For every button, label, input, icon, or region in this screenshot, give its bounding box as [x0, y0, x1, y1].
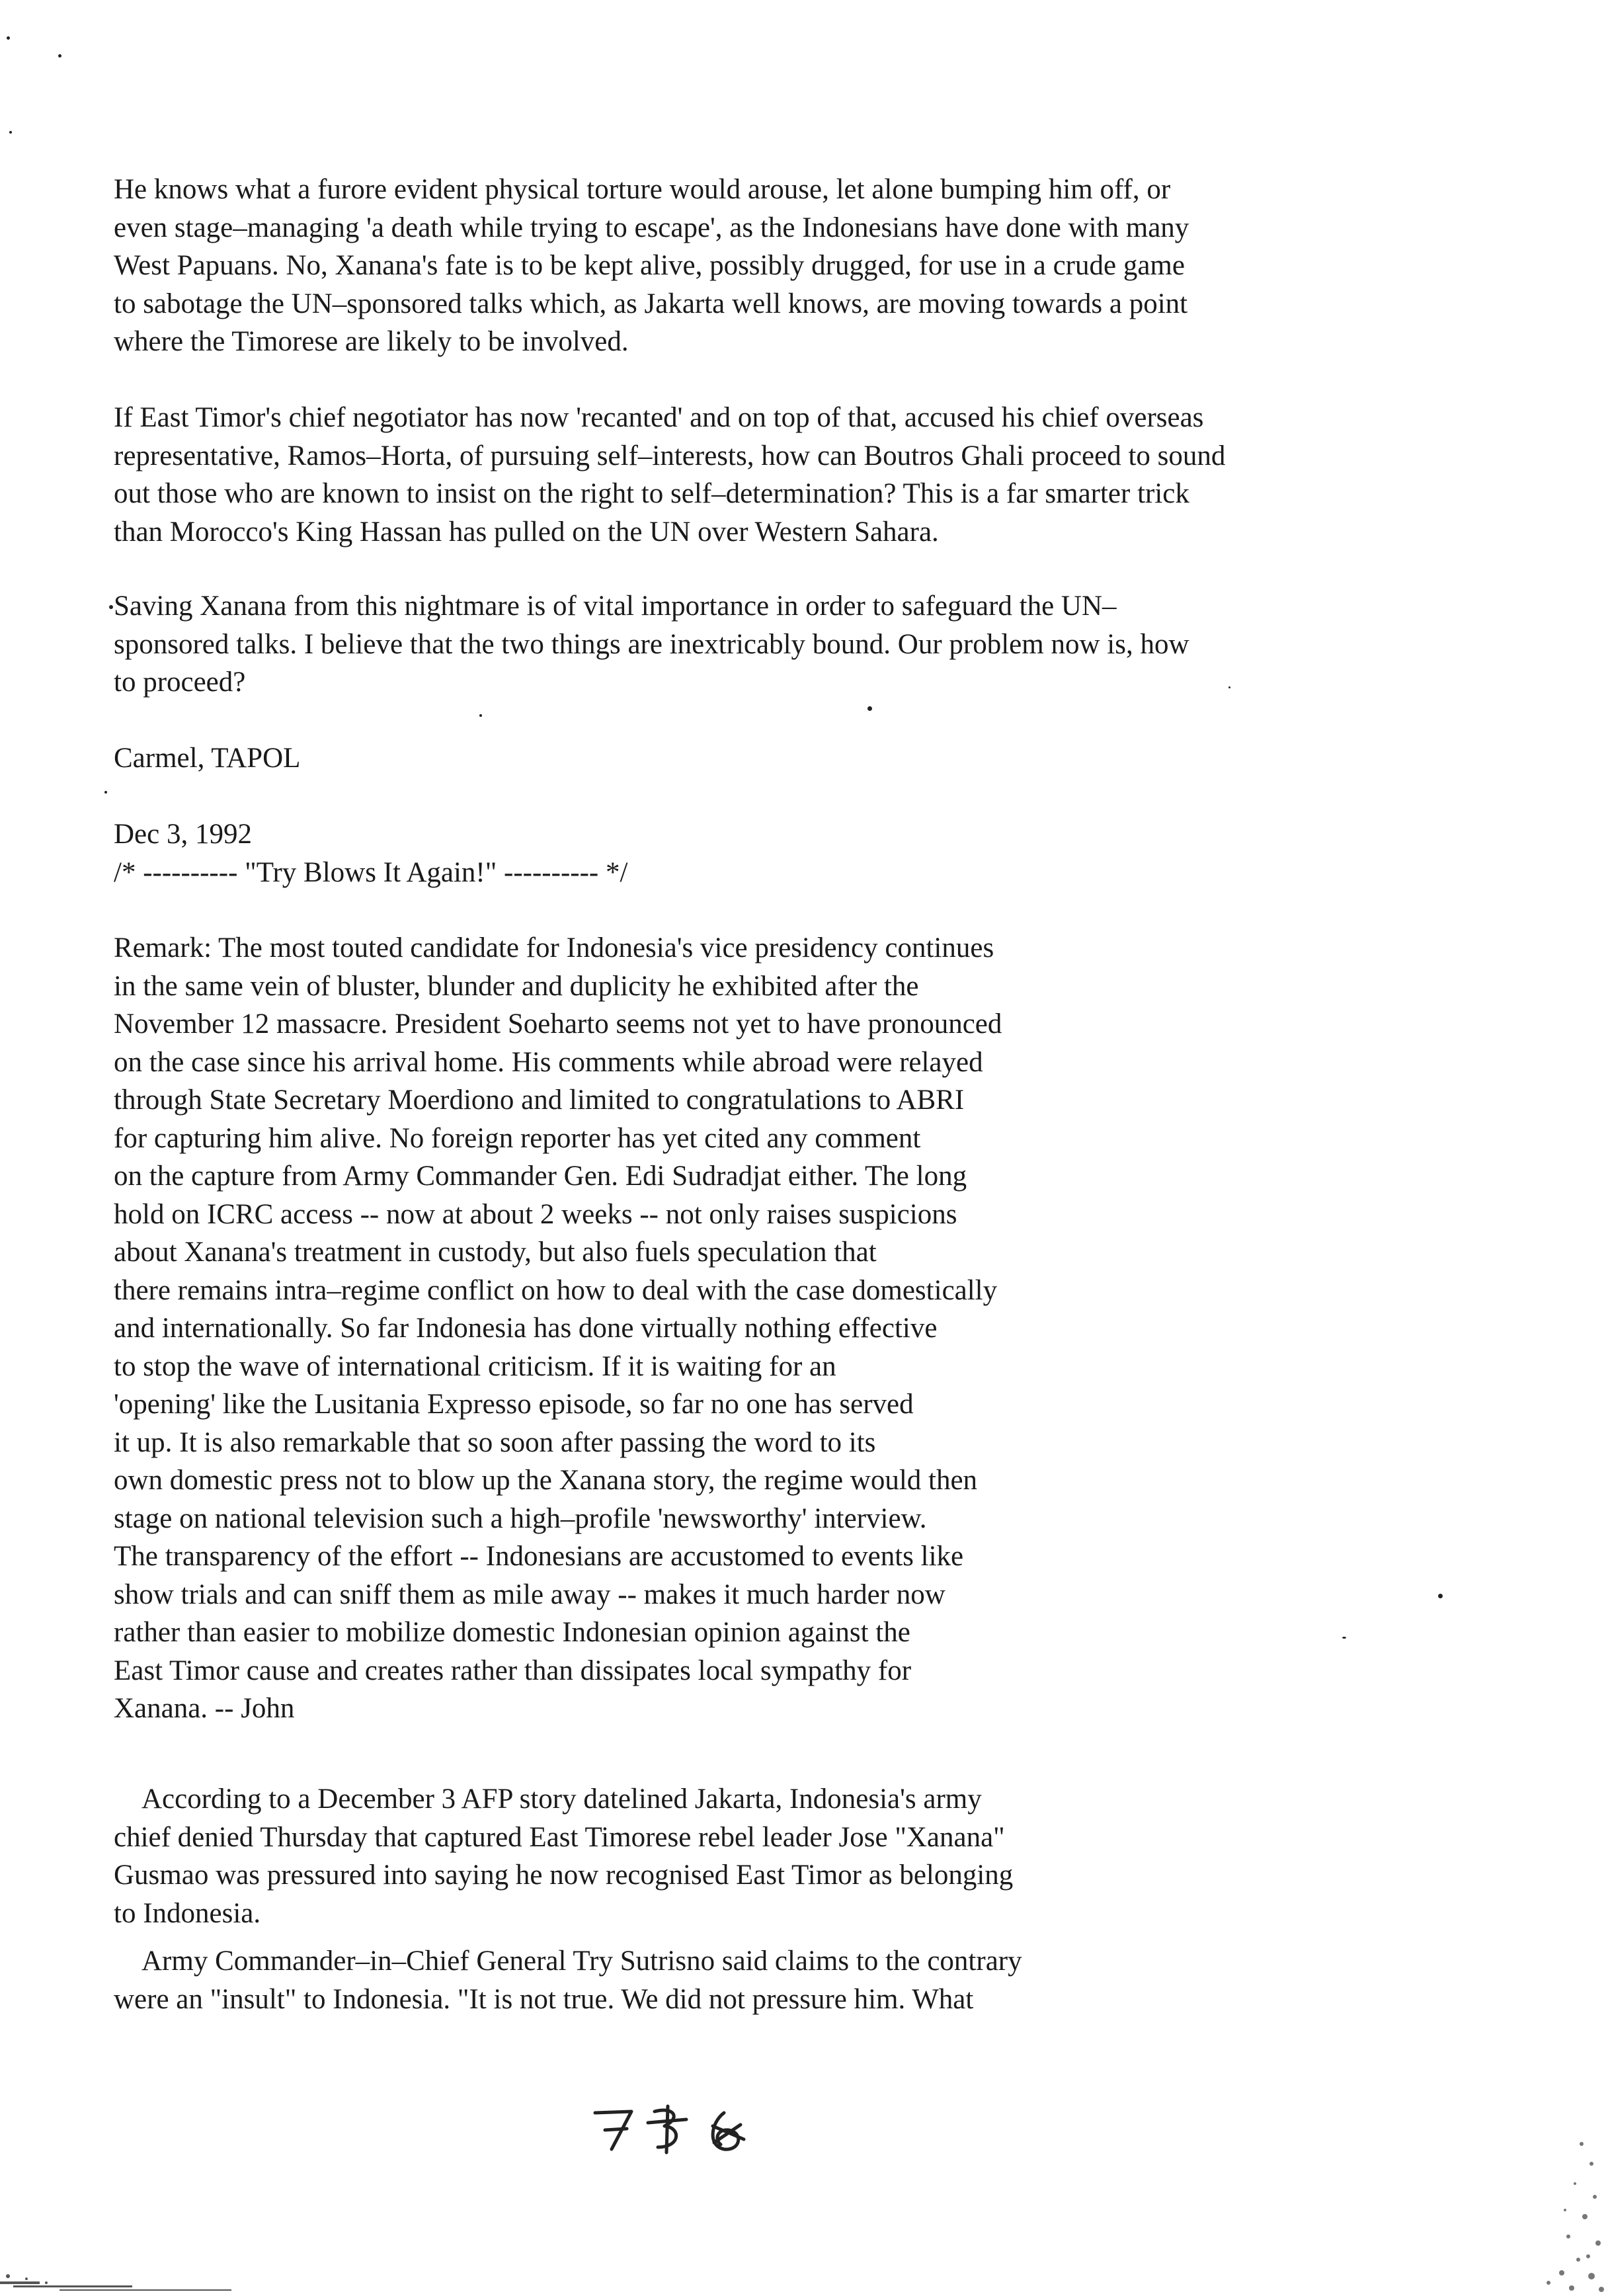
- text-line: through State Secretary Moerdiono and limited to congratulations to ABRI: [114, 1085, 965, 1116]
- scan-speck: [109, 605, 113, 609]
- text-line: for capturing him alive. No foreign reporter has yet cited any comment: [114, 1122, 921, 1154]
- text-line: in the same vein of bluster, blunder and duplicity he exhibited after the: [114, 970, 919, 1002]
- text-line: sponsored talks. I believe that the two things are inextricably bound. Our problem now is, how: [114, 628, 1189, 660]
- handwritten-page-mark: [582, 2086, 780, 2166]
- text-line: and internationally. So far Indonesia has done virtually nothing effective: [114, 1313, 938, 1344]
- paragraph-try-sutrisno: [114, 1942, 1436, 2018]
- text-line: East Timor cause and creates rather than dissipates local sympathy for: [114, 1655, 912, 1686]
- text-line: than Morocco's King Hassan has pulled on the UN over Western Sahara.: [114, 516, 939, 548]
- signoff-text: Carmel, TAPOL: [114, 743, 301, 774]
- paragraph-saving-xanana: [114, 587, 1436, 702]
- text-line: Gusmao was pressured into saying he now recognised East Timor as belonging: [114, 1860, 1014, 1891]
- text-line: West Papuans. No, Xanana's fate is to be kept alive, possibly drugged, for use in a crude game: [114, 250, 1185, 281]
- text-line: rather than easier to mobilize domestic Indonesian opinion against the: [114, 1617, 910, 1648]
- scan-speck: [9, 131, 12, 134]
- text-line: on the capture from Army Commander Gen. Edi Sudradjat either. The long: [114, 1161, 967, 1192]
- text-line: Remark: The most touted candidate for Indonesia's vice presidency continues: [114, 932, 994, 964]
- text-line: Xanana. -- John: [114, 1693, 295, 1724]
- scan-speck: [104, 791, 107, 794]
- scan-speck: [867, 706, 872, 711]
- scan-edge-noise-right: [1502, 2124, 1608, 2296]
- text-line: own domestic press not to blow up the Xanana story, the regime would then: [114, 1465, 978, 1496]
- text-line: to stop the wave of international criticism. If it is waiting for an: [114, 1350, 836, 1382]
- text-line: hold on ICRC access -- now at about 2 weeks -- not only raises suspicions: [114, 1198, 957, 1230]
- text-line: representative, Ramos–Horta, of pursuing self–interests, how can Boutros Ghali proceed to sound: [114, 440, 1226, 472]
- headline-text: /* ---------- "Try Blows It Again!" ---------- */: [114, 856, 628, 888]
- text-line: were an "insult" to Indonesia. "It is not true. We did not pressure him. What: [114, 1983, 974, 2015]
- signoff: [114, 739, 1436, 778]
- text-line: Army Commander–in–Chief General Try Sutrisno said claims to the contrary: [141, 1946, 1022, 1977]
- text-line: 'opening' like the Lusitania Expresso episode, so far no one has served: [114, 1389, 914, 1420]
- scan-edge-noise-left: [0, 2243, 278, 2296]
- text-line: even stage–managing 'a death while trying to escape', as the Indonesians have done with many: [114, 212, 1189, 243]
- text-line: The transparency of the effort -- Indonesians are accustomed to events like: [114, 1541, 964, 1572]
- paragraph-negotiator: [114, 399, 1436, 551]
- text-line: He knows what a furore evident physical torture would arouse, let alone bumping him off, or: [114, 174, 1171, 205]
- scan-speck: [1342, 1637, 1346, 1639]
- text-line: If East Timor's chief negotiator has now 'recanted' and on top of that, accused his chief overseas: [114, 402, 1204, 433]
- text-line: where the Timorese are likely to be involved.: [114, 326, 629, 357]
- text-line: to sabotage the UN–sponsored talks which, as Jakarta well knows, are moving towards a point: [114, 288, 1188, 319]
- text-line: November 12 massacre. President Soeharto seems not yet to have pronounced: [114, 1008, 1002, 1040]
- text-line: According to a December 3 AFP story datelined Jakarta, Indonesia's army: [141, 1784, 982, 1815]
- text-line: there remains intra–regime conflict on how to deal with the case domestically: [114, 1274, 998, 1306]
- text-line: show trials and can sniff them as mile away -- makes it much harder now: [114, 1578, 945, 1610]
- paragraph-afp-story: [114, 1780, 1436, 1932]
- scan-speck: [1228, 686, 1230, 688]
- scan-speck: [1438, 1594, 1443, 1598]
- scan-speck: [479, 714, 482, 717]
- text-line: out those who are known to insist on the right to self–determination? This is a far smarter trick: [114, 478, 1189, 509]
- text-line: to proceed?: [114, 667, 246, 698]
- paragraph-furore: [114, 171, 1436, 361]
- text-line: chief denied Thursday that captured East Timorese rebel leader Jose "Xanana": [114, 1821, 1005, 1853]
- scan-speck: [58, 54, 61, 58]
- paragraph-remark: [114, 929, 1436, 1728]
- dateline: [114, 815, 1436, 891]
- text-line: Saving Xanana from this nightmare is of vital importance in order to safeguard the UN–: [114, 591, 1117, 622]
- text-line: it up. It is also remarkable that so soon after passing the word to its: [114, 1426, 876, 1458]
- text-line: stage on national television such a high–profile 'newsworthy' interview.: [114, 1502, 927, 1534]
- scan-speck: [7, 36, 10, 40]
- text-line: to Indonesia.: [114, 1897, 261, 1929]
- text-line: on the case since his arrival home. His comments while abroad were relayed: [114, 1046, 983, 1078]
- date-text: Dec 3, 1992: [114, 819, 252, 850]
- text-line: about Xanana's treatment in custody, but also fuels speculation that: [114, 1237, 877, 1268]
